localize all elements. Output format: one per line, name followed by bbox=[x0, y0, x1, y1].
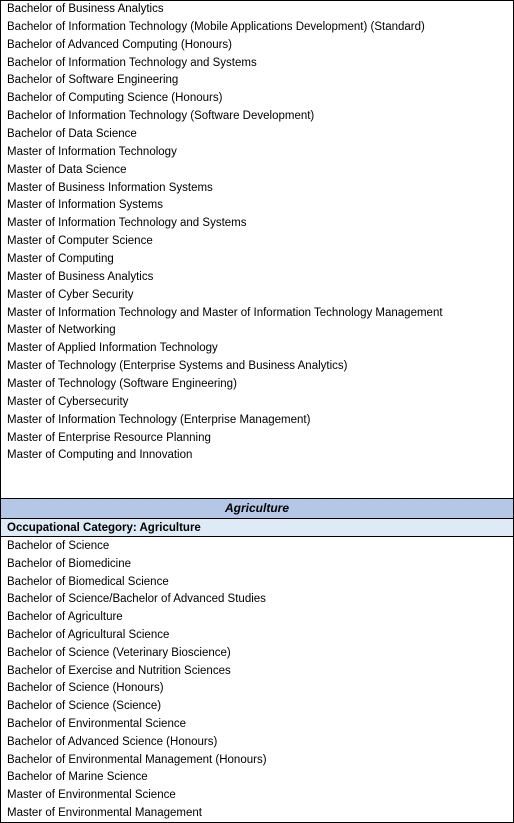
course-item: Bachelor of Information Technology and Systems bbox=[7, 56, 257, 69]
course-item: Bachelor of Environmental Management (Honours) bbox=[7, 753, 267, 766]
course-item: Master of Information Technology bbox=[7, 145, 177, 158]
course-item: Master of Networking bbox=[7, 324, 116, 337]
course-item: Bachelor of Advanced Computing (Honours) bbox=[7, 38, 233, 51]
course-item: Bachelor of Advanced Science (Honours) bbox=[7, 735, 218, 748]
course-item: Bachelor of Business Analytics bbox=[7, 3, 164, 15]
it-courses-block bbox=[1, 1, 513, 499]
course-item: Bachelor of Marine Science bbox=[7, 771, 148, 784]
course-item: Bachelor of Science/Bachelor of Advanced Studies bbox=[7, 593, 266, 606]
course-item: Master of Environmental Science bbox=[7, 789, 176, 802]
course-item: Bachelor of Science (Science) bbox=[7, 700, 162, 713]
agriculture-courses-list bbox=[1, 538, 513, 823]
it-courses-list bbox=[1, 1, 443, 465]
course-item: Master of Information Technology (Enterprise Management) bbox=[7, 413, 311, 426]
course-item: Master of Technology (Enterprise Systems and Business Analytics) bbox=[7, 360, 348, 373]
course-item: Master of Information Technology and Systems bbox=[7, 217, 247, 230]
course-item: Master of Data Science bbox=[7, 163, 127, 176]
section-header-agriculture bbox=[1, 499, 513, 519]
course-item: Bachelor of Science (Honours) bbox=[7, 682, 164, 695]
course-item: Bachelor of Exercise and Nutrition Sciences bbox=[7, 664, 231, 677]
category-label: Occupational Category: Agriculture bbox=[7, 522, 201, 534]
course-item: Master of Computer Science bbox=[7, 235, 153, 248]
agriculture-courses-block bbox=[1, 538, 513, 822]
course-item: Bachelor of Software Engineering bbox=[7, 74, 179, 87]
course-item: Master of Business Information Systems bbox=[7, 181, 213, 194]
course-item: Master of Business Analytics bbox=[7, 270, 154, 283]
course-item: Bachelor of Biomedicine bbox=[7, 557, 132, 570]
course-item: Master of Enterprise Resource Planning bbox=[7, 431, 211, 444]
course-item: Bachelor of Agriculture bbox=[7, 611, 123, 624]
course-item: Bachelor of Science (Veterinary Bioscience) bbox=[7, 646, 231, 659]
course-item: Master of Technology (Software Engineering) bbox=[7, 378, 237, 391]
course-item: Master of Applied Information Technology bbox=[7, 342, 218, 355]
course-item: Master of Cyber Security bbox=[7, 288, 134, 301]
course-item: Bachelor of Biomedical Science bbox=[7, 575, 169, 588]
course-item: Bachelor of Data Science bbox=[7, 128, 137, 141]
course-item: Bachelor of Agricultural Science bbox=[7, 628, 170, 641]
course-item: Master of Computing bbox=[7, 253, 114, 266]
section-title: Agriculture bbox=[224, 501, 289, 515]
course-item: Bachelor of Information Technology (Software Development) bbox=[7, 110, 315, 123]
course-item: Master of Environmental Management bbox=[7, 806, 202, 819]
course-item: Bachelor of Computing Science (Honours) bbox=[7, 92, 223, 105]
course-item: Bachelor of Information Technology (Mobile Applications Development) (Standard) bbox=[7, 20, 425, 33]
occupational-category-row bbox=[1, 519, 513, 537]
course-item: Master of Computing and Innovation bbox=[7, 449, 193, 462]
course-item: Bachelor of Science bbox=[7, 540, 110, 552]
course-item: Master of Information Systems bbox=[7, 199, 163, 212]
course-item: Master of Information Technology and Master of Information Technology Management bbox=[7, 306, 443, 319]
course-item: Master of Cybersecurity bbox=[7, 395, 129, 408]
course-item: Bachelor of Environmental Science bbox=[7, 717, 186, 730]
